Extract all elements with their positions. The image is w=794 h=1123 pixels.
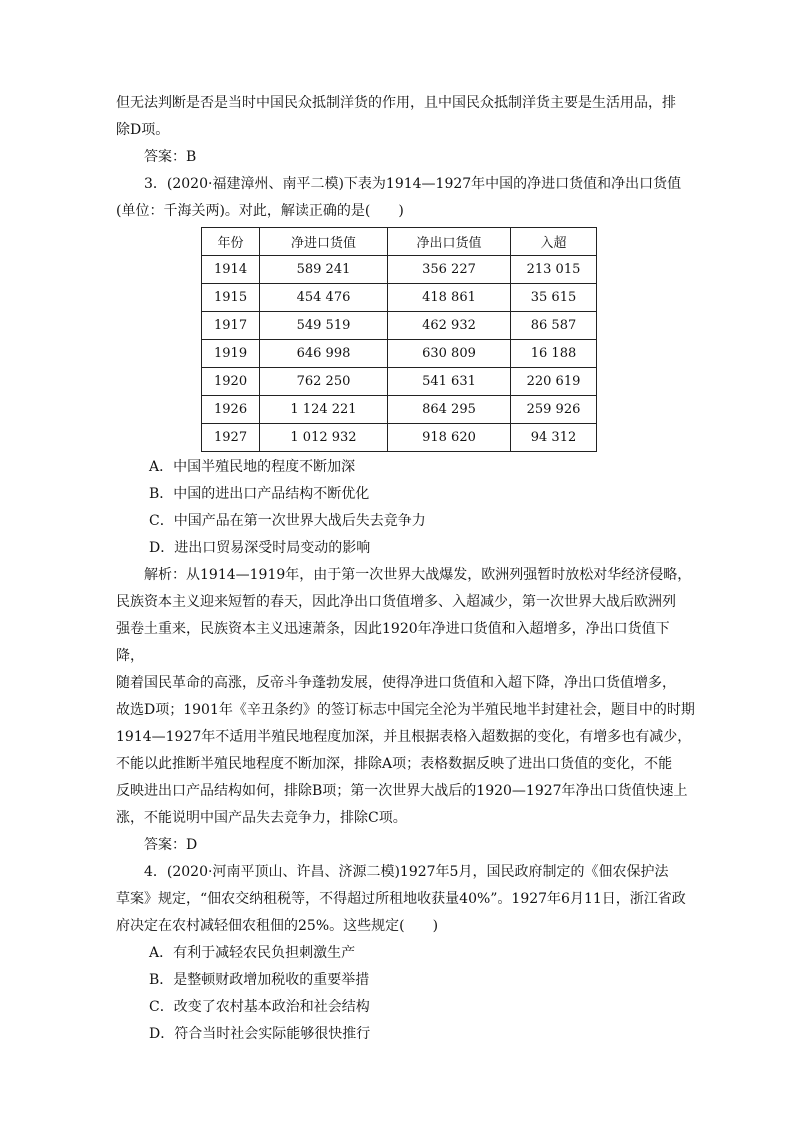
- q3-analysis-line-8: 反映进出口产品结构如何，排除B项；第一次世界大战后的1920—1927年净出口货值快速上: [116, 783, 688, 799]
- q3-option-b: B．中国的进出口产品结构不断优化: [149, 486, 370, 502]
- cell-trade-deficit: 213 015: [511, 256, 597, 284]
- cell-net-export: 418 861: [388, 284, 511, 312]
- q3-analysis-line-9: 涨，不能说明中国产品失去竞争力，排除C项。: [116, 810, 407, 826]
- cell-trade-deficit: 35 615: [511, 284, 597, 312]
- cell-net-export: 630 809: [388, 340, 511, 368]
- header-net-export: 净出口货值: [388, 228, 511, 256]
- header-year: 年份: [202, 228, 260, 256]
- cell-trade-deficit: 220 619: [511, 368, 597, 396]
- table-header-row: [202, 228, 597, 256]
- q4-option-d: D．符合当时社会实际能够很快推行: [149, 1026, 371, 1042]
- table-row: [202, 284, 597, 312]
- prev-text-line-1: 但无法判断是否是当时中国民众抵制洋货的作用，且中国民众抵制洋货主要是生活用品，排: [116, 95, 676, 111]
- cell-net-import: 454 476: [260, 284, 388, 312]
- cell-year: 1919: [202, 340, 260, 368]
- cell-net-import: 1 124 221: [260, 396, 388, 424]
- q3-option-d: D．进出口贸易深受时局变动的影响: [149, 540, 371, 556]
- cell-year: 1926: [202, 396, 260, 424]
- cell-year: 1917: [202, 312, 260, 340]
- q3-analysis-line-5: 故选D项；1901年《辛丑条约》的签订标志中国完全沦为半殖民地半封建社会，题目中的时期: [116, 702, 695, 718]
- table-row: [202, 424, 597, 452]
- q4-stem-line-2: 草案》规定，“佃农交纳租税等，不得超过所租地收获量40%”。1927年6月11日，浙江省政: [116, 891, 686, 907]
- table-row: [202, 256, 597, 284]
- table-row: [202, 340, 597, 368]
- table-row: [202, 312, 597, 340]
- header-net-import: 净进口货值: [260, 228, 388, 256]
- cell-year: 1915: [202, 284, 260, 312]
- header-trade-deficit: 入超: [511, 228, 597, 256]
- cell-net-import: 1 012 932: [260, 424, 388, 452]
- cell-net-import: 762 250: [260, 368, 388, 396]
- cell-trade-deficit: 86 587: [511, 312, 597, 340]
- q4-option-c: C．改变了农村基本政治和社会结构: [149, 999, 370, 1015]
- q4-option-b: B．是整顿财政增加税收的重要举措: [149, 972, 370, 988]
- cell-year: 1914: [202, 256, 260, 284]
- document-page: [116, 90, 696, 1048]
- cell-net-export: 541 631: [388, 368, 511, 396]
- cell-net-import: 589 241: [260, 256, 388, 284]
- prev-text-line-2: 除D项。: [116, 122, 170, 138]
- q3-analysis-line-7: 不能以此推断半殖民地程度不断加深，排除A项；表格数据反映了进出口货值的变化，不能: [116, 756, 673, 772]
- q4-stem-line-3: 府决定在农村减轻佃农租佃的25%。这些规定( ): [116, 918, 439, 934]
- cell-net-export: 864 295: [388, 396, 511, 424]
- table-row: [202, 396, 597, 424]
- q4-option-a: A．有利于减轻农民负担刺激生产: [149, 945, 356, 961]
- cell-year: 1920: [202, 368, 260, 396]
- q3-stem-line-1: 3．(2020·福建漳州、南平二模)下表为1914—1927年中国的净进口货值和净出口货值: [144, 176, 682, 192]
- q3-analysis-line-3: 强卷土重来，民族资本主义迅速萧条，因此1920年净进口货值和入超增多，净出口货值下降，: [116, 621, 670, 664]
- cell-net-export: 462 932: [388, 312, 511, 340]
- q3-option-c: C．中国产品在第一次世界大战后失去竞争力: [149, 513, 426, 529]
- q3-option-a: A．中国半殖民地的程度不断加深: [149, 459, 356, 475]
- cell-trade-deficit: 16 188: [511, 340, 597, 368]
- cell-net-export: 918 620: [388, 424, 511, 452]
- table-row: [202, 368, 597, 396]
- q3-stem-line-2: (单位：千海关两)。对此，解读正确的是( ): [116, 203, 404, 219]
- prev-answer: 答案：B: [144, 149, 197, 165]
- q4-stem-line-1: 4．(2020·河南平顶山、许昌、济源二模)1927年5月，国民政府制定的《佃农保护法: [144, 864, 669, 880]
- q3-analysis-line-4: 随着国民革命的高涨，反帝斗争蓬勃发展，使得净进口货值和入超下降，净出口货值增多，: [116, 675, 676, 691]
- cell-trade-deficit: 259 926: [511, 396, 597, 424]
- cell-net-export: 356 227: [388, 256, 511, 284]
- q3-analysis-line-2: 民族资本主义迎来短暂的春天，因此净出口货值增多、入超减少，第一次世界大战后欧洲列: [116, 594, 676, 610]
- q3-answer: 答案：D: [144, 837, 198, 853]
- q3-data-table: [201, 227, 597, 452]
- cell-net-import: 549 519: [260, 312, 388, 340]
- cell-trade-deficit: 94 312: [511, 424, 597, 452]
- q3-analysis-line-1: 解析：从1914—1919年，由于第一次世界大战爆发，欧洲列强暂时放松对华经济侵略，: [144, 567, 692, 583]
- q3-analysis-line-6: 1914—1927年不适用半殖民地程度加深，并且根据表格入超数据的变化，有增多也有减少，: [116, 729, 692, 745]
- cell-net-import: 646 998: [260, 340, 388, 368]
- cell-year: 1927: [202, 424, 260, 452]
